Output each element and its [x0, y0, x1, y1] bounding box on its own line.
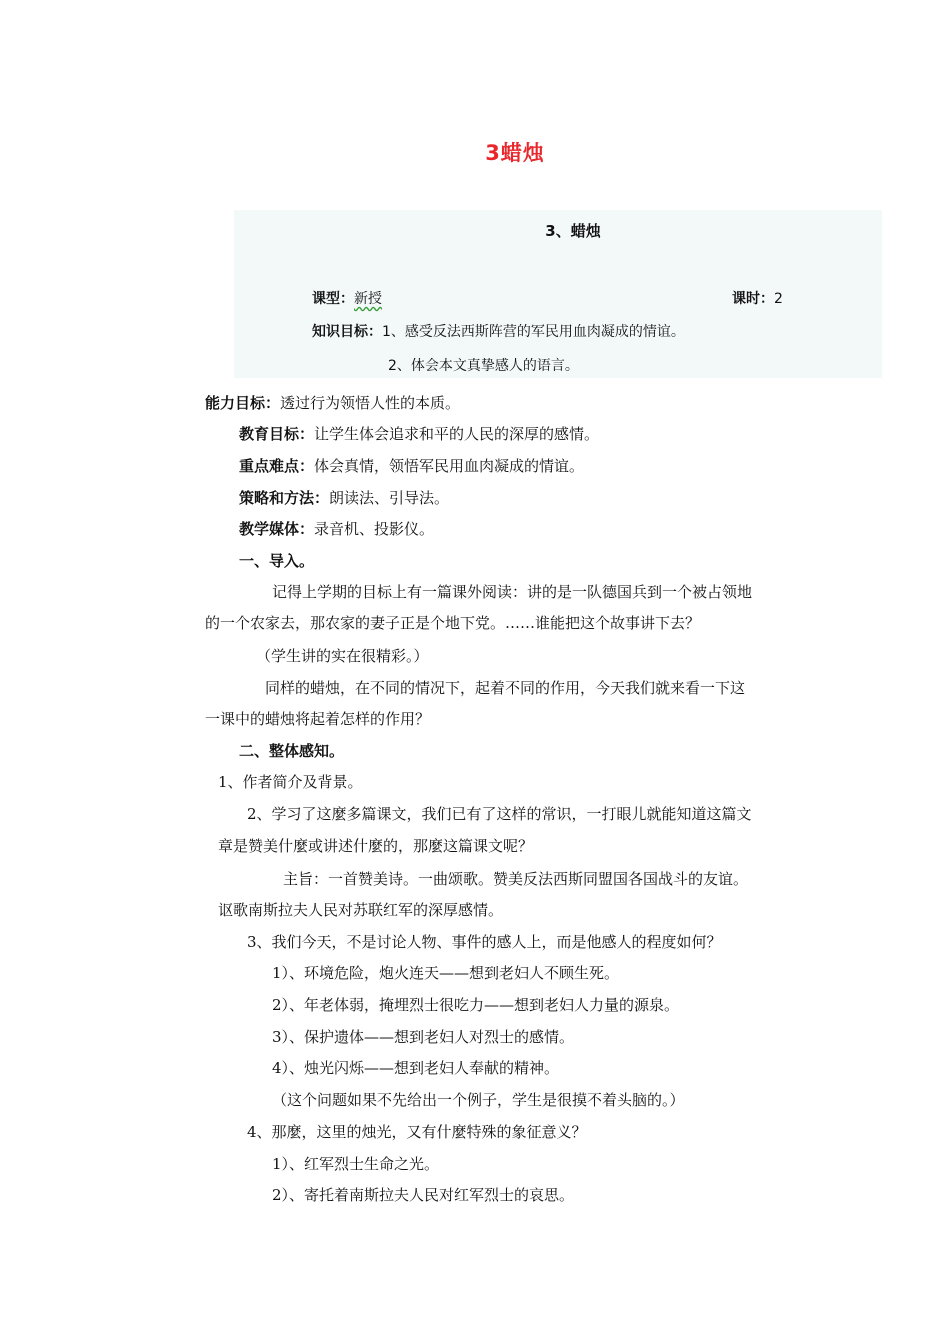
theme-line-1: 主旨：一首赞美诗。一曲颂歌。赞美反法西斯同盟国各国战斗的友谊。: [283, 870, 749, 888]
lesson-subtitle: 3、蜡烛: [545, 222, 601, 240]
item-3-sub-2: 2）、年老体弱，掩埋烈士很吃力——想到老妇人力量的源泉。: [272, 996, 680, 1014]
lesson-hours-label: 课时：: [732, 291, 774, 307]
item-4: 4、那麼，这里的烛光，又有什麼特殊的象征意义？: [247, 1123, 587, 1141]
knowledge-goal-2: 2、体会本文真挚感人的语言。: [388, 358, 579, 374]
focus-difficulty-text: 体会真情，领悟军民用血肉凝成的情谊。: [314, 457, 585, 475]
teaching-media-text: 录音机、投影仪。: [314, 520, 435, 538]
section-2-heading-text: 二、整体感知。: [239, 742, 345, 760]
item-3-sub-4: 4）、烛光闪烁——想到老妇人奉献的精神。: [272, 1059, 560, 1077]
item-1: 1、作者简介及背景。: [218, 773, 363, 791]
strategy-method-text: 朗读法、引导法。: [329, 489, 450, 507]
lesson-type-value: 新授: [354, 291, 382, 307]
section-1-heading: [239, 551, 314, 571]
intro-paragraph2-line-1: 同样的蜡烛，在不同的情况下，起着不同的作用，今天我们就来看一下这: [265, 679, 746, 697]
lesson-header-box: [234, 210, 882, 378]
intro-paragraph-line-2: 的一个农家去，那农家的妻子正是个地下党。……谁能把这个故事讲下去？: [205, 614, 701, 632]
teaching-media: [239, 519, 434, 539]
focus-difficulty-label: 重点难点：: [239, 457, 315, 475]
strategy-method-label: 策略和方法：: [239, 489, 330, 507]
item-3-note: （这个问题如果不先给出一个例子，学生是很摸不着头脑的。）: [272, 1091, 685, 1109]
ability-goal-text: 透过行为领悟人性的本质。: [280, 394, 461, 412]
ability-goal-label: 能力目标：: [205, 394, 281, 412]
education-goal-text: 让学生体会追求和平的人民的深厚的感情。: [314, 425, 600, 443]
focus-difficulty: [239, 456, 584, 476]
theme-line-2: 讴歌南斯拉夫人民对苏联红军的深厚感情。: [218, 901, 504, 919]
item-3-sub-3: 3）、保护遗体——想到老妇人对烈士的感情。: [272, 1028, 575, 1046]
item-2-line-2: 章是赞美什麼或讲述什麼的，那麼这篇课文呢？: [218, 837, 534, 855]
intro-paragraph2-line-2: 一课中的蜡烛将起着怎样的作用？: [205, 710, 431, 728]
section-1-heading-text: 一、导入。: [239, 552, 315, 570]
lesson-hours: [732, 288, 783, 308]
lesson-type-label: 课型：: [312, 291, 354, 307]
ability-goal: [205, 393, 460, 413]
strategy-method: [239, 488, 449, 508]
item-3: 3、我们今天，不是讨论人物、事件的感人上，而是他感人的程度如何？: [247, 933, 722, 951]
intro-note: （学生讲的实在很精彩。）: [256, 647, 429, 665]
knowledge-goal: [312, 321, 685, 341]
section-2-heading: [239, 741, 344, 761]
item-2-line-1: 2、学习了这麼多篇课文，我们已有了这样的常识，一打眼儿就能知道这篇文: [247, 805, 752, 823]
intro-paragraph-line-1: 记得上学期的目标上有一篇课外阅读：讲的是一队德国兵到一个被占领地: [272, 583, 753, 601]
lesson-hours-value: 2: [774, 291, 783, 307]
knowledge-goal-label: 知识目标：: [312, 324, 382, 340]
teaching-media-label: 教学媒体：: [239, 520, 315, 538]
knowledge-goal-1: 1、感受反法西斯阵营的军民用血肉凝成的情谊。: [382, 324, 685, 340]
education-goal: [239, 424, 599, 444]
document-title: 3蜡烛: [485, 141, 545, 165]
item-3-sub-1: 1）、环境危险，炮火连天——想到老妇人不顾生死。: [272, 964, 620, 982]
item-4-sub-1: 1）、红军烈士生命之光。: [272, 1155, 440, 1173]
lesson-type: [312, 288, 382, 308]
education-goal-label: 教育目标：: [239, 425, 315, 443]
item-4-sub-2: 2）、寄托着南斯拉夫人民对红军烈士的哀思。: [272, 1186, 575, 1204]
